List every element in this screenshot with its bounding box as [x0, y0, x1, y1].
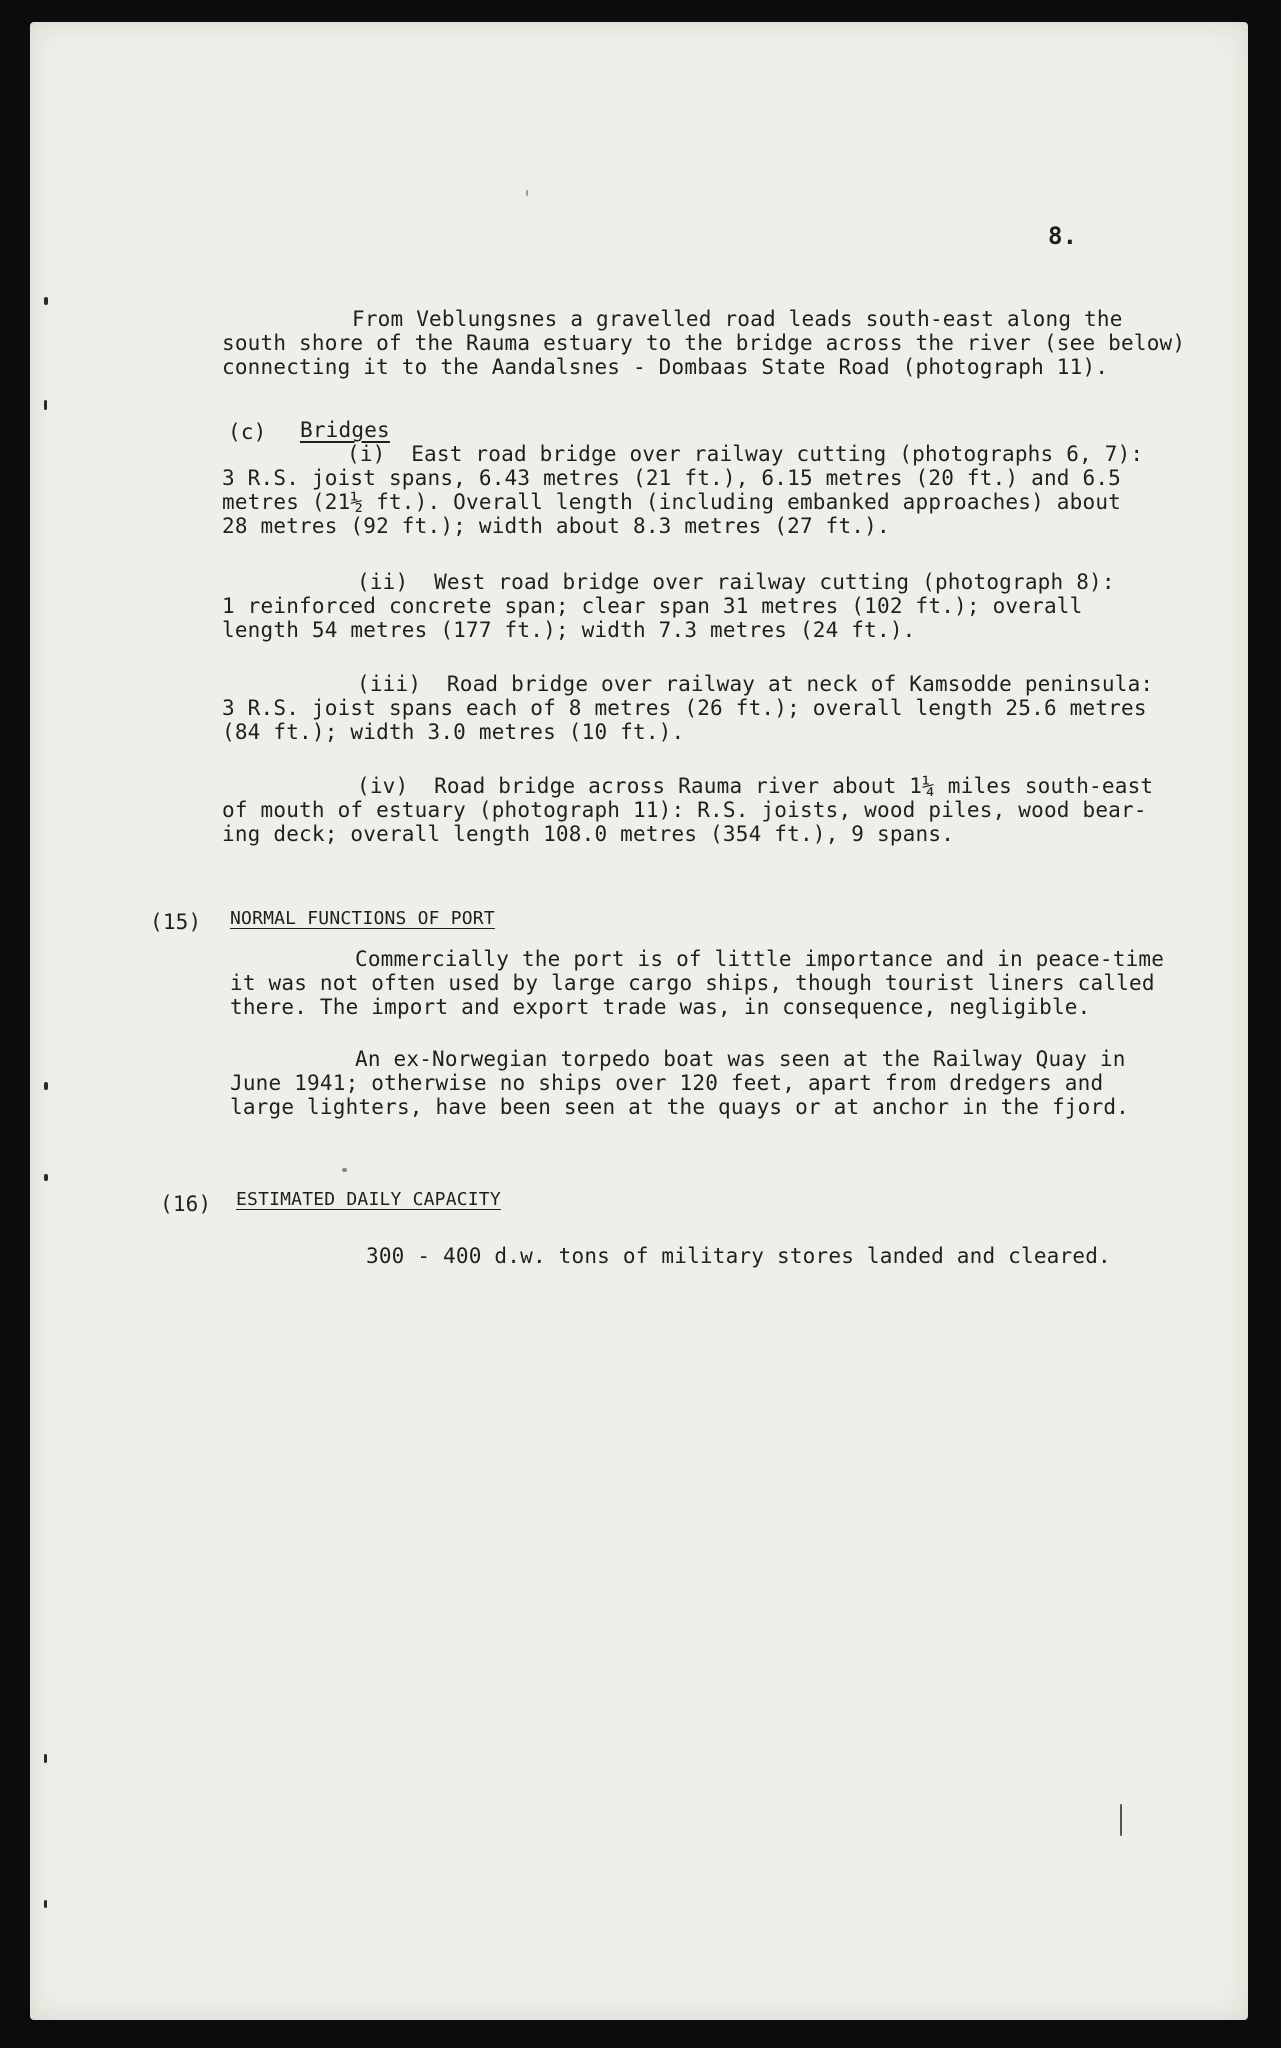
margin-mark — [44, 400, 47, 410]
section-16-number: (16) — [160, 1192, 212, 1216]
paragraph-line: large lighters, have been seen at the quays or at anchor in the fjord. — [230, 1095, 1130, 1119]
bridge-line: Road bridge over railway at neck of Kamsodde peninsula: — [446, 672, 1154, 696]
paragraph-line: Commercially the port is of little importance and in peace-time — [355, 947, 1165, 971]
bridge-num: (iii) — [357, 672, 422, 696]
section-15-paragraph-1 — [230, 947, 1164, 1019]
bridge-item — [222, 672, 1153, 744]
pencil-mark — [1120, 1804, 1122, 1836]
section-16-text: 300 - 400 d.w. tons of military stores landed and cleared. — [366, 1244, 1111, 1268]
bridge-line: 3 R.S. joist spans, 6.43 metres (21 ft.), 6.15 metres (20 ft.) and 6.5 — [222, 466, 1122, 490]
bridge-line: metres (21½ ft.). Overall length (including embanked approaches) about — [222, 490, 1122, 514]
bridges-heading: Bridges — [300, 418, 390, 442]
bridge-num: (i) — [347, 442, 386, 466]
bridge-line: 3 R.S. joist spans each of 8 metres (26 ft.); overall length 25.6 metres — [222, 696, 1147, 720]
bridge-line: ing deck; overall length 108.0 metres (354 ft.), 9 spans. — [222, 822, 955, 846]
pencil-mark — [342, 1168, 347, 1172]
intro-paragraph — [222, 307, 1185, 379]
margin-mark — [44, 1900, 47, 1908]
margin-mark — [44, 297, 48, 305]
section-15-heading: NORMAL FUNCTIONS OF PORT — [230, 908, 495, 929]
intro-line: south shore of the Rauma estuary to the bridge across the river (see below) — [222, 331, 1186, 355]
bridge-line: (84 ft.); width 3.0 metres (10 ft.). — [222, 720, 685, 744]
bridge-num: (iv) — [357, 774, 409, 798]
bridge-line: 28 metres (92 ft.); width about 8.3 metres (27 ft.). — [222, 514, 890, 538]
margin-mark — [44, 1082, 48, 1090]
paragraph-line: June 1941; otherwise no ships over 120 feet, apart from dredgers and — [230, 1071, 1104, 1095]
bridge-line: of mouth of estuary (photograph 11): R.S. joists, wood piles, wood bear- — [222, 798, 1147, 822]
section-15-paragraph-2 — [230, 1047, 1129, 1119]
bridge-num: (ii) — [357, 570, 409, 594]
bridge-item — [222, 442, 1143, 538]
bridges-label: (c) — [228, 420, 267, 444]
section-16-heading: ESTIMATED DAILY CAPACITY — [236, 1189, 501, 1210]
paragraph-line: there. The import and export trade was, in consequence, negligible. — [230, 995, 1091, 1019]
bridge-item — [222, 774, 1153, 846]
intro-line: connecting it to the Aandalsnes - Dombaas State Road (photograph 11). — [222, 355, 1109, 379]
page-number: 8. — [1048, 222, 1078, 250]
document-page — [30, 22, 1248, 2020]
intro-line: From Veblungsnes a gravelled road leads south-east along the — [352, 307, 1123, 331]
bridge-line: length 54 metres (177 ft.); width 7.3 metres (24 ft.). — [222, 618, 916, 642]
bridge-line: West road bridge over railway cutting (photograph 8): — [434, 570, 1115, 594]
bridge-line: Road bridge across Rauma river about 1¼ miles south-east — [434, 774, 1154, 798]
pencil-mark — [526, 190, 528, 196]
bridge-item — [222, 570, 1115, 642]
bridge-line: East road bridge over railway cutting (photographs 6, 7): — [411, 442, 1144, 466]
bridge-line: 1 reinforced concrete span; clear span 31 metres (102 ft.); overall — [222, 594, 1083, 618]
paragraph-line: it was not often used by large cargo ships, though tourist liners called — [230, 971, 1155, 995]
margin-mark — [44, 1754, 47, 1763]
margin-mark — [44, 1174, 48, 1181]
section-15-number: (15) — [150, 910, 202, 934]
paragraph-line: An ex-Norwegian torpedo boat was seen at the Railway Quay in — [355, 1047, 1126, 1071]
